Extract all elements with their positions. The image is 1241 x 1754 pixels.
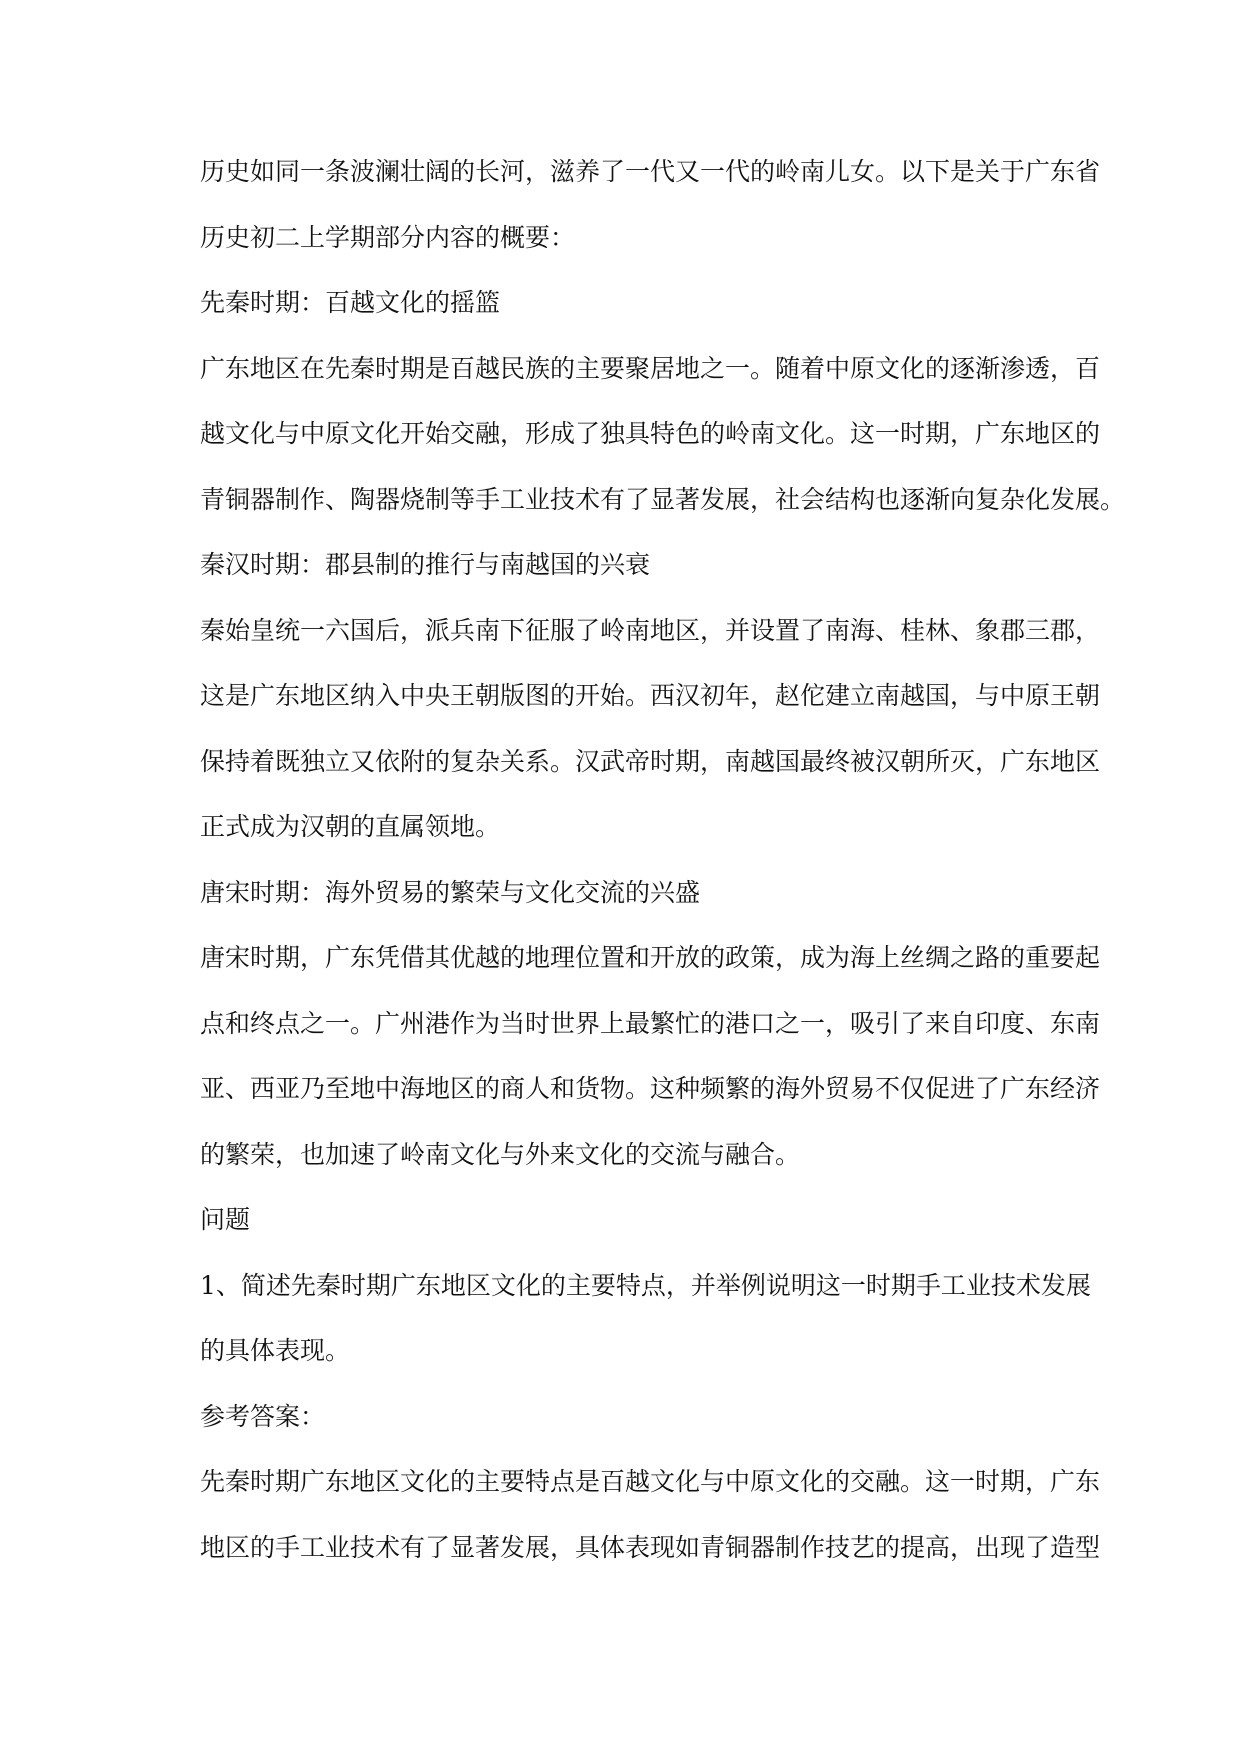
question-1-line-1: 1、简述先秦时期广东地区文化的主要特点，并举例说明这一时期手工业技术发展 xyxy=(200,1270,1091,1300)
qin-han-line-2: 这是广东地区纳入中央王朝版图的开始。西汉初年，赵佗建立南越国，与中原王朝 xyxy=(200,681,1101,710)
answer-line-1: 先秦时期广东地区文化的主要特点是百越文化与中原文化的交融。这一时期，广东 xyxy=(200,1467,1101,1496)
pre-qin-line-1: 广东地区在先秦时期是百越民族的主要聚居地之一。随着中原文化的逐渐渗透，百 xyxy=(200,353,1101,383)
intro-line-1: 历史如同一条波澜壮阔的长河，滋养了一代又一代的岭南儿女。以下是关于广东省 xyxy=(200,157,1101,186)
qin-han-line-1: 秦始皇统一六国后，派兵南下征服了岭南地区，并设置了南海、桂林、象郡三郡， xyxy=(200,615,1101,645)
tang-song-line-4: 的繁荣，也加速了岭南文化与外来文化的交流与融合。 xyxy=(200,1139,801,1169)
qin-han-line-4: 正式成为汉朝的直属领地。 xyxy=(200,812,501,841)
document-body xyxy=(200,139,1126,1580)
qin-han-line-3: 保持着既独立又依附的复杂关系。汉武帝时期，南越国最终被汉朝所灭，广东地区 xyxy=(200,746,1101,776)
pre-qin-line-2: 越文化与中原文化开始交融，形成了独具特色的岭南文化。这一时期，广东地区的 xyxy=(200,419,1101,448)
question-1-line-2: 的具体表现。 xyxy=(200,1336,351,1365)
tang-song-line-3: 亚、西亚乃至地中海地区的商人和货物。这种频繁的海外贸易不仅促进了广东经济 xyxy=(200,1074,1101,1103)
answer-heading: 参考答案： xyxy=(200,1401,326,1431)
section-heading-qin-han: 秦汉时期：郡县制的推行与南越国的兴衰 xyxy=(200,550,651,579)
pre-qin-line-3: 青铜器制作、陶器烧制等手工业技术有了显著发展，社会结构也逐渐向复杂化发展。 xyxy=(200,484,1126,514)
intro-line-2: 历史初二上学期部分内容的概要： xyxy=(200,222,576,252)
section-heading-tang-song: 唐宋时期：海外贸易的繁荣与文化交流的兴盛 xyxy=(200,877,701,907)
tang-song-line-1: 唐宋时期，广东凭借其优越的地理位置和开放的政策，成为海上丝绸之路的重要起 xyxy=(200,943,1101,972)
section-heading-pre-qin: 先秦时期：百越文化的摇篮 xyxy=(200,288,501,317)
tang-song-line-2: 点和终点之一。广州港作为当时世界上最繁忙的港口之一，吸引了来自印度、东南 xyxy=(200,1008,1101,1038)
questions-heading: 问题 xyxy=(200,1205,251,1234)
answer-line-2: 地区的手工业技术有了显著发展，具体表现如青铜器制作技艺的提高，出现了造型 xyxy=(200,1532,1101,1562)
